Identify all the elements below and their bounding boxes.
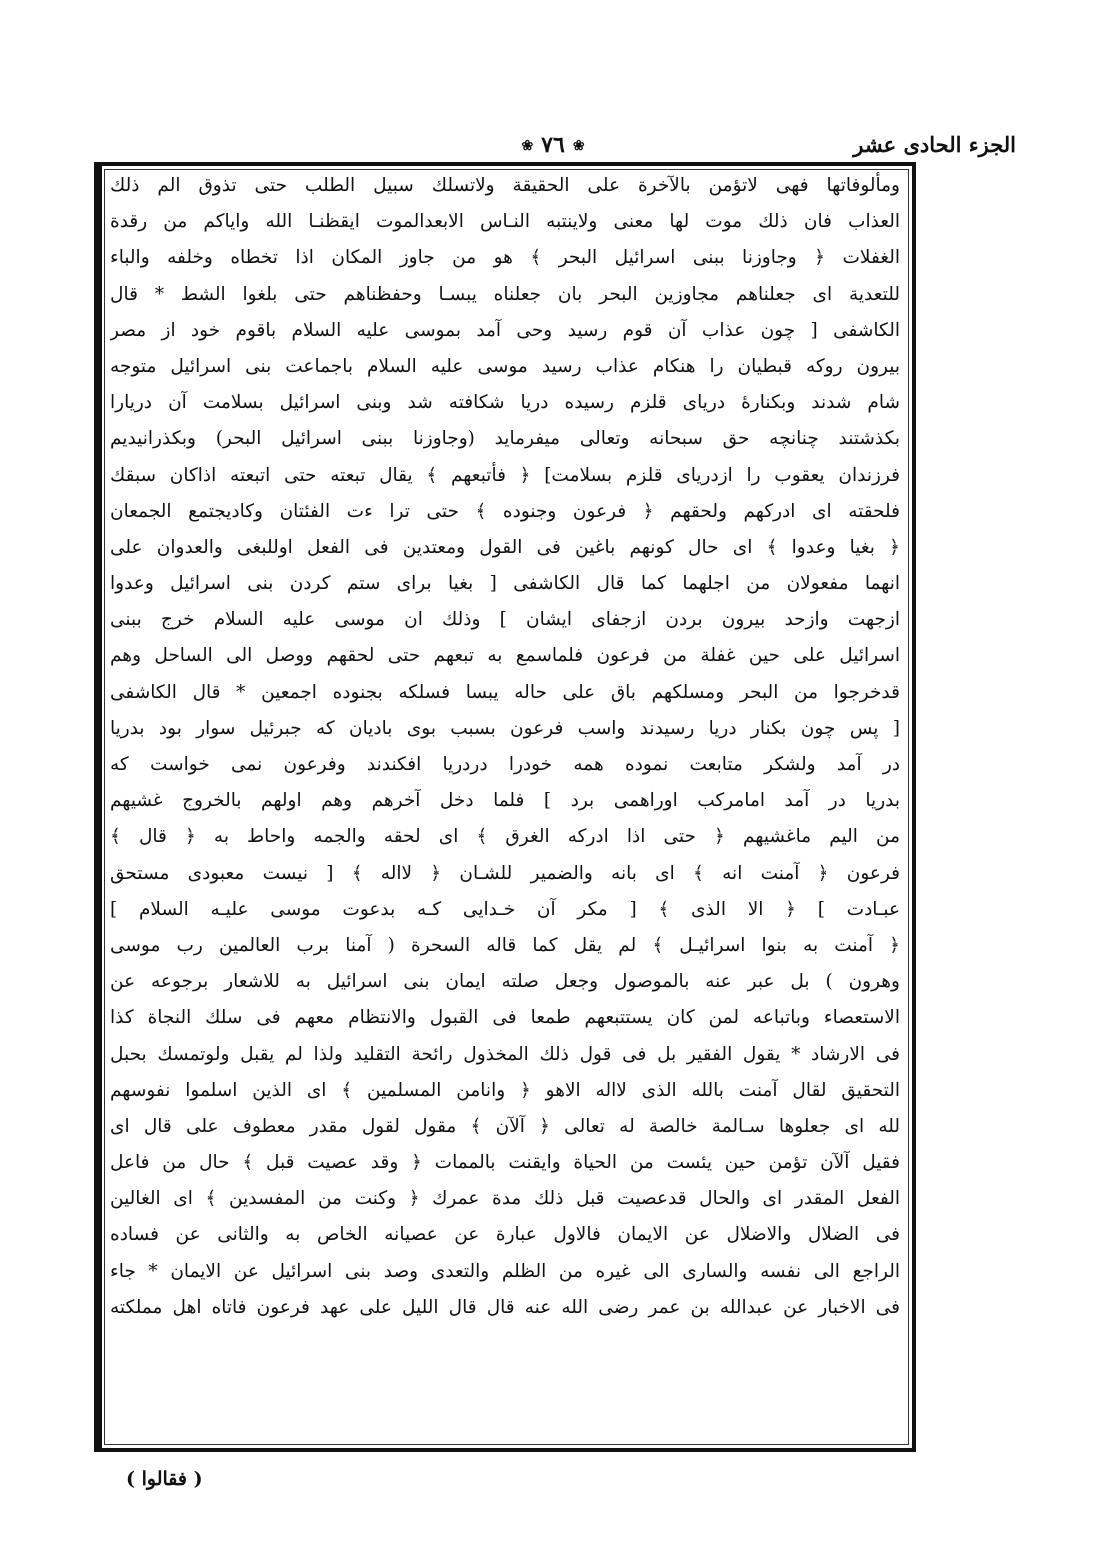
page-number-block [90,132,1016,158]
text-line: فرزندان يعقوب را ازدرياى قلزم بسلامت] ﴿ فأتبعهم ﴾ يقال تبعته حتى اتبعته اذاكان سبقك [110,464,900,486]
running-title: الجزء الحادى عشر [853,132,1016,157]
text-line: قدخرجوا من البحر ومسلكهم باق على حاله يبسا فسلكه بجنوده اجمعين * قال الكاشفى [110,681,900,703]
text-line: بدريا در آمد امامركب اوراهمى برد ] فلما دخل آخرهم وهم اولهم بالخروج غشيهم [110,790,900,812]
text-line: للتعدية اى جعلناهم مجاوزين البحر بان جعلناه يبسـا وحفظناهم حتى بلغوا الشط * قال [110,283,900,305]
text-line: ازجهت وازحد بيرون بردن ازجفاى ايشان ] وذلك ان موسى عليه السلام خرج ببنى [110,609,900,631]
text-line: وهرون ) بل عبر عنه بالموصول وجعل صلته ايمان بنى اسرائيل به للاشعار برجوعه عن [110,971,900,993]
text-line: فلحقته اى ادركهم ولحقهم ﴿ فرعون وجنوده ﴾ حتى ترا ءت الفئتان وكاديجتمع الجمعان [110,500,900,522]
text-line: فى الارشاد * يقول الفقير بل فى قول ذلك المخذول رائحة التقليد ولذا لم يقبل ولوتمسك بحبل [110,1043,900,1065]
text-line: [ پس چون بكنار دريا رسيدند واسب فرعون بسبب بوى باديان كه جبرئيل سوار بود بدريا [110,717,900,739]
text-line: الاستعصاء وباتباعه لمن كان يستتبعهم طمعا فى القبول والانتظام معهم فى سلك النجاة كذا [110,1007,900,1029]
left-ornament-icon: ❀ [572,138,585,154]
text-line: عبـادت ] ﴿ الا الذى ﴾ [ مكر آن خـدايى كـه بدعوت موسى عليـه السلام ] [110,898,900,920]
text-line: فقيل آلآن تؤمن حين يئست من الحياة وايقنت بالممات ﴿ وقد عصيت قبل ﴾ حال من فاعل [110,1152,900,1174]
text-line: شام شدند وبكنارهٔ درياى قلزم رسيده دريا شكافته شد وبنى اسرائيل بسلامت آن دريارا [110,392,900,414]
text-line: فى الضلال والاضلال عن الايمان فالاول عبارة عن عصيانه الخاص به والثانى عن فساده [110,1224,900,1246]
page-number: ٧٦ [541,132,565,158]
text-line: بكذشتند چنانچه حق سبحانه وتعالى ميفرمايد (وجاوزنا ببنى اسرائيل البحر) وبكذرانيديم [110,428,900,450]
text-line: ﴿ آمنت به بنوا اسرائيـل ﴾ لم يقل كما قاله السحرة ( آمنا برب العالمين رب موسى [110,934,900,956]
text-line: الكاشفى [ چون عذاب آن قوم رسيد وحى آمد بموسى عليه السلام باقوم خود از مصر [110,319,900,341]
text-line: اسرائيل على حين غفلة من فرعون فلماسمع به تبعهم حتى لحقهم ووصل الى الساحل وهم [110,645,900,667]
text-line: لله اى جعلوها سـالمة خالصة له تعالى ﴿ آلآن ﴾ مقول لقول مقدر معطوف على قال اى [110,1115,900,1137]
text-line: فرعون ﴿ آمنت انه ﴾ اى بانه والضمير للشـان ﴿ لااله ﴾ [ نيست معبودى مستحق [110,862,900,884]
text-line: من اليم ماغشيهم ﴿ حتى اذا ادركه الغرق ﴾ اى لحقه والجمه واحاط به ﴿ قال ﴾ [110,826,900,848]
text-line: انهما مفعولان من اجلهما كما قال الكاشفى [ بغيا براى ستم كردن بنى اسرائيل وعدوا [110,573,900,595]
catchword: ( فقالوا ) [126,1468,203,1490]
right-ornament-icon: ❀ [521,138,534,154]
text-body [110,168,900,1444]
text-line: بيرون روكه قبطيان را هنكام عذاب رسيد موسى عليه السلام باجماعت بنى اسرائيل متوجه [110,355,900,377]
text-line: الفعل المقدر اى والحال قدعصيت قبل ذلك مدة عمرك ﴿ وكنت من المفسدين ﴾ اى الغالين [110,1188,900,1210]
text-line: الراجع الى نفسه والسارى الى غيره من الظلم والتعدى وصد بنى اسرائيل عن الايمان * جاء [110,1260,900,1282]
text-line: در آمد ولشكر متابعت نموده همه خودرا دردريا افكندند وفرعون نمى خواست كه [110,754,900,775]
text-line: ﴿ بغيا وعدوا ﴾ اى حال كونهم باغين فى القول ومعتدين فى الفعل اوللبغى والعدوان على [110,536,900,558]
text-line: الغفلات ﴿ وجاوزنا ببنى اسرائيل البحر ﴾ هو من جاوز المكان اذا تخطاه وخلفه والباء [110,247,900,269]
text-line: ومألوفاتها فهى لاتؤمن بالآخرة على الحقيقة ولاتسلك سبيل الطلب حتى تذوق الم ذلك [110,175,900,196]
text-line: العذاب فان ذلك موت لها معنى ولاينتبه النـاس الابعدالموت ايقظنـا الله واياكم من رقدة [110,211,900,233]
text-line: فى الاخبار عن عبدالله بن عمر رضى الله عنه قال قال الليل على عهد فرعون فاتاه اهل مملكته [110,1296,900,1318]
text-line: التحقيق لقال آمنت بالله الذى لااله الاهو ﴿ وانامن المسلمين ﴾ اى الذين اسلموا نفوسهم [110,1079,900,1101]
